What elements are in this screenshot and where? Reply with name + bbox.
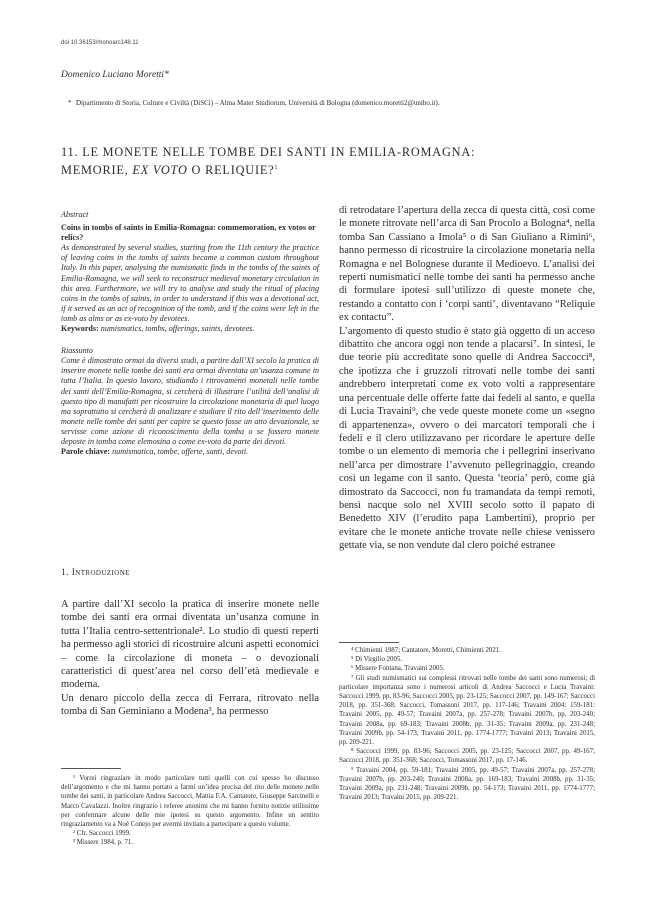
chapter-title-line1: 11. LE MONETE NELLE TOMBE DEI SANTI IN EMILIA-ROMAGNA: <box>61 145 476 159</box>
keywords: numismatics, tombs, offerings, saints, devotees. <box>98 324 255 334</box>
parole-label: Parole chiave: <box>61 447 111 457</box>
right-paragraph-2: L’argomento di questo studio è stato già oggetto di un acceso dibattito che ancora oggi non tende a placarsi⁷. In sintesi, le due teorie più accreditate sono quelle di Andrea Saccocci⁸, che ipotizza che i gruzzoli ritrovati nelle tombe dei santi andrebbero interpretati come ex voto volti a rappresentare una percentuale delle offerte fatte dai fedeli al santo, e quella di Lucia Travaini⁹, che vede queste monete come un «segno di appartenenza», ovvero o dei marcatori temporali che i fedeli e il clero utilizzavano per ricordare le aperture delle tombe o un elemento di memoria che i pellegrini inserivano nell’arca per dimostrare l’avvenuto pellegrinaggio, creando così un legame con il santo. Questa ‘teoria’ però, come già dimostrato da Saccocci, non fu tramandata da tempi remoti, bensì nacque solo nel XVIII secolo sotto il papato di Benedetto XIV (l’erudito papa Lambertini), proprio per evitare che le monete antiche trovate nelle chiese venissero gettate via, se non vendute dal clero poiché estranee <box>339 325 595 552</box>
footnote-1: ¹ Vorrei ringraziare in modo particolare tutti quelli con cui spesso ho discusso dell’argomento e che mi hanno portato a farmi un’idea precisa del rito delle monete nelle tombe dei santi, in particolare Andrea Saccocci, Mattia F.A. Cantatore, Giuseppe Sarcinelli e Marco Cavalazzi. Inoltre ringrazio i referee anonimi che mi hanno fornito notizie utilissime per confermare alcune delle mie ipotesi su questo argomento. Infine un sentito ringraziamento va a Noé Conejo per avermi invitato a partecipare a questo volume. <box>61 775 319 829</box>
right-body <box>339 204 595 553</box>
footnote-rule-left <box>61 768 121 769</box>
section-heading: 1. Introduzione <box>61 568 130 578</box>
footnote-5: ⁵ Di Virgilio 2005. <box>351 656 403 664</box>
riassunto-heading: Riassunto <box>61 346 93 356</box>
footnote-9: ⁹ Travaini 2004, pp. 59-181; Travaini 2005, pp. 49-57; Travaini 2007a, pp. 257-278; Travaini 2007b, pp. 203-240; Travaini 2008a, pp. 169-183; Travaini 2008b, pp. 31-35; Travaini 2009a, pp. 231-248; Travaini 2009b, pp. 54-173; Travaini 2011, pp. 1774-1777; Travaini 2013; Travaini 2015, pp. 209-221. <box>339 766 595 802</box>
footnote-4: ⁴ Chimienti 1987; Cantatore, Moretti, Chimienti 2021. <box>351 647 501 654</box>
intro-body <box>61 598 319 719</box>
abstract-block <box>61 210 319 457</box>
affiliation-text: Dipartimento di Storia, Culture e Civiltà (DiSCi) – Alma Mater Studiorum, Università di Bologna (domenico.moretti2@unibo.it). <box>76 99 440 107</box>
footnote-8: ⁸ Saccocci 1999, pp. 83-96; Saccocci 2005, pp. 23-125; Saccocci 2007, pp. 49-167; Saccocci 2018, pp. 351-368; Saccocci, Tomassoni 2017, pp. 17-146. <box>339 748 595 765</box>
footnote-rule-right <box>339 642 399 643</box>
footnote-3: ³ Missere 1984, p. 71. <box>73 839 134 847</box>
parole-line <box>61 447 319 457</box>
parole: numismatica, tombe, offerte, santi, devoti. <box>110 447 249 457</box>
abstract-title-en: Coins in tombs of saints in Emilia-Romagna: commemoration, ex votos or relics? <box>61 223 316 243</box>
author-name: Domenico Luciano Moretti* <box>61 70 169 80</box>
footnote-7: ⁷ Gli studi numismatici sui complessi ritrovati nelle tombe dei santi sono numerosi; di particolare importanza sono i numerosi articoli di Andrea Saccocci e Lucia Travaini: Saccocci 1999, pp. 83-96; Saccocci 2005, pp. 23-125; Saccocci 2007, pp. 149-167; Saccocci 2018, pp. 351-368; Saccocci, Tomassoni 2017, pp. 117-146; Travaini 2004: 159-181: Travaini 2005, pp. 49-57; Travaini 2007a, pp. 257-278; Travaini 2007b, pp. 203-240; Travaini 2008a, pp. 69-183; Travaini 2008b, pp. 31-35; Travaini 2009a, pp. 231-248; Travaini 2009b, pp. 54-173; Travaini 2011, pp. 1774-1777; Travaini 2013; Travaini 2015, pp. 209-221. <box>339 674 595 747</box>
keywords-line <box>61 324 319 334</box>
footnotes-left <box>61 774 319 848</box>
abstract-heading: Abstract <box>61 210 89 219</box>
footnotes-right <box>339 646 595 802</box>
affiliation <box>68 98 546 108</box>
title-footnote-ref: 1 <box>274 164 279 171</box>
chapter-title-line2 <box>61 161 581 179</box>
intro-paragraph-2: Un denaro piccolo della zecca di Ferrara, ritrovato nella tomba di San Geminiano a Modena³, ha permesso <box>61 692 319 718</box>
chapter-title <box>61 143 581 179</box>
keywords-label: Keywords: <box>61 324 99 334</box>
right-paragraph-1: di retrodatare l’apertura della zecca di questa città, così come le monete ritrovate nell’arca di San Procolo a Bologna⁴, nella tomba San Cassiano a Imola⁵ o di San Giuliano a Rimini⁶, hanno permesso di ricostruire la circolazione monetaria nella Romagna e nel Bolognese durante il Medioevo. L’analisi dei reperti numismatici nelle tombe dei santi ha permesso anche di formulare ipotesi sull’utilizzo di queste monete che, restando a contatto con i ‘corpi santi’, diventavano “Reliquie ex contactu”. <box>339 205 595 324</box>
title-part-a: MEMORIE, <box>61 163 133 177</box>
doi-line: doi 10.36153/monoarc148.11 <box>61 40 139 46</box>
abstract-text-it: Come è dimostrato ormai da diversi studi, a partire dall’XI secolo la pratica di inserire monete nelle tombe dei santi era ormai diventata un’usanza comune in tutta l’Italia. In questo lavoro, studiando i ritrovamenti monetali nelle tombe dei santi dell’Emilia-Romagna, si cercherà di illustrare l’utilità dell’analisi di questo tipo di manufatti per ricostruire la circolazione monetaria di quel luogo ma soprattutto si cercherà di analizzare e studiare il rito dell’inserimento delle monete nelle tombe dei santi per capire se questo fosse un atto devozionale, se servisse come azione di riconoscimento della tomba o se fossero monete deposte in tomba come elemosina o come ex-voto da parte dei devoti. <box>61 356 319 446</box>
title-part-c: O RELIQUIE? <box>187 163 275 177</box>
footnote-6: ⁶ Missere Fontana, Travaini 2005. <box>351 665 445 673</box>
affiliation-mark: * <box>68 99 72 107</box>
abstract-text-en: As demonstrated by several studies, starting from the 11th century the practice of leaving coins in the tombs of saints became a common custom throughout Italy. In this paper, analysing the numismatic finds in the tombs of the saints of Emilia-Romagna, we will seek to reconstruct medieval monetary circulation in this area. Furthermore, we will try to analyse and study the ritual of placing coins in the tombs of saints, in order to understand if this was a devotional act, if it served as an act of recognition of the tomb, and if the coins were left in the tomb as alms or as ex-voto by devotees. <box>61 243 319 323</box>
title-part-exvoto: EX VOTO <box>132 163 188 177</box>
intro-paragraph-1: A partire dall’XI secolo la pratica di inserire monete nelle tombe dei santi era ormai diventata un’usanza comune in tutta l’Italia centro-settentrionale². Lo studio di questi reperti ha permesso agli storici di ricostruire alcuni aspetti economici – come la circolazione di moneta – o devozionali caratteristici di quest’area nel corso dell’età medievale e moderna. <box>61 599 319 691</box>
footnote-2: ² Cfr. Saccocci 1999. <box>73 830 131 838</box>
